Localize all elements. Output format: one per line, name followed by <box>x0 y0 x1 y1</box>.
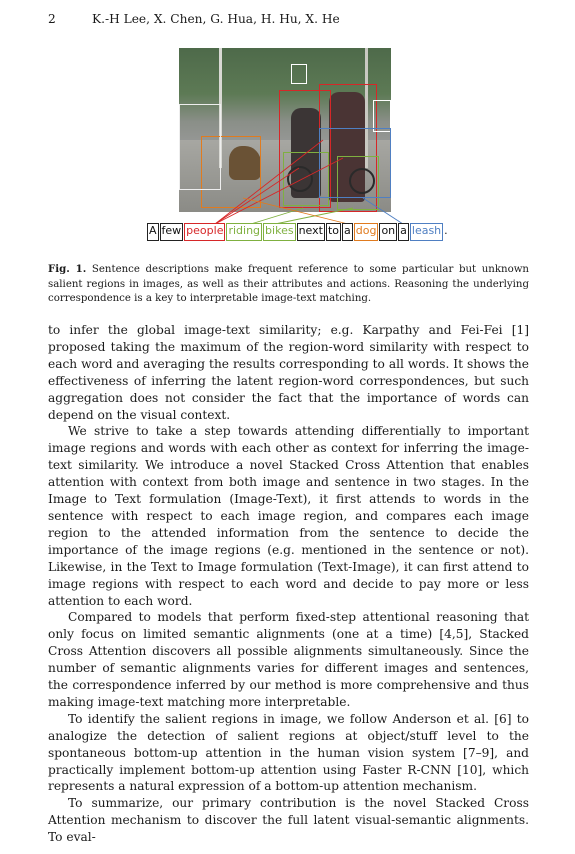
figure-caption <box>48 262 529 307</box>
word-token: riding <box>226 223 262 241</box>
body-text <box>48 322 529 846</box>
paragraph: To summarize, our primary contribution is the novel Stacked Cross Attention mechanism to discover the full latent visual-semantic alignments. To eval- <box>48 796 529 845</box>
caption-label: Fig. 1. <box>48 263 87 275</box>
running-header <box>48 12 533 30</box>
figure-1 <box>143 48 448 248</box>
word-token: A <box>147 223 159 241</box>
sentence-words <box>147 223 448 241</box>
word-token: people <box>184 223 225 241</box>
word-token: to <box>326 223 341 241</box>
word-token: few <box>160 223 184 241</box>
paragraph: to infer the global image-text similarity; e.g. Karpathy and Fei-Fei [1] proposed taking the maximum of the region-word similarity with respect to each word and averaging the results corresponding to all words. It shows the effectiveness of inferring the latent region-word correspondences, but such aggregation does not consider the fact that the importance of words can depend on the visual context. <box>48 323 529 422</box>
region-box-leash <box>319 128 391 198</box>
paragraph: To identify the salient regions in image, we follow Anderson et al. [6] to analogize the detection of salient regions at object/stuff level to the spontaneous bottom-up attention in the human vision system [7–9], and practically implement bottom-up attention using Faster R-CNN [10], which represents a natural expression of a bottom-up attention mechanism. <box>48 711 529 794</box>
paragraph: We strive to take a step towards attending differentially to important image regions and words with each other as context for inferring the image-text similarity. We introduce a novel Stacked Cross Attention that enables attention with context from both image and sentence in two stages. In the Image to Text formulation (Image-Text), it first attends to words in the sentence with respect to each image region, and compares each image region to the attended information from the sentence to decide the importance of the image regions (e.g. mentioned in the sentence or not). Likewise, in the Text to Image formulation (Text-Image), it can first attend to image regions with respect to each word and decide to pay more or less attention to each word. <box>48 424 529 608</box>
region-box-tree <box>179 104 221 190</box>
paragraph: Compared to models that perform fixed-step attentional reasoning that only focus on limited semantic alignments (one at a time) [4,5], Stacked Cross Attention discovers all possible alignments simultaneously. Since the number of semantic alignments varies for different images and sentences, the correspondence inferred by our method is more comprehensive and thus making image-text matching more interpretable. <box>48 610 529 709</box>
word-token: a <box>342 223 353 241</box>
word-token: leash <box>410 223 443 241</box>
page-number: 2 <box>48 12 56 26</box>
word-token: bikes <box>263 223 296 241</box>
caption-text: Sentence descriptions make frequent reference to some particular but unknown salient regions in images, as well as their attributes and actions. Reasoning the underlying correspondence is a key to interpretable image-text matching. <box>48 264 529 305</box>
region-box-sign <box>291 64 307 84</box>
figure-photo <box>179 48 391 212</box>
word-token: dog <box>354 223 379 241</box>
word-token: a <box>398 223 409 241</box>
sentence-period: . <box>444 224 448 237</box>
word-token: on <box>379 223 397 241</box>
running-authors: K.-H Lee, X. Chen, G. Hua, H. Hu, X. He <box>92 12 340 26</box>
word-token: next <box>297 223 325 241</box>
